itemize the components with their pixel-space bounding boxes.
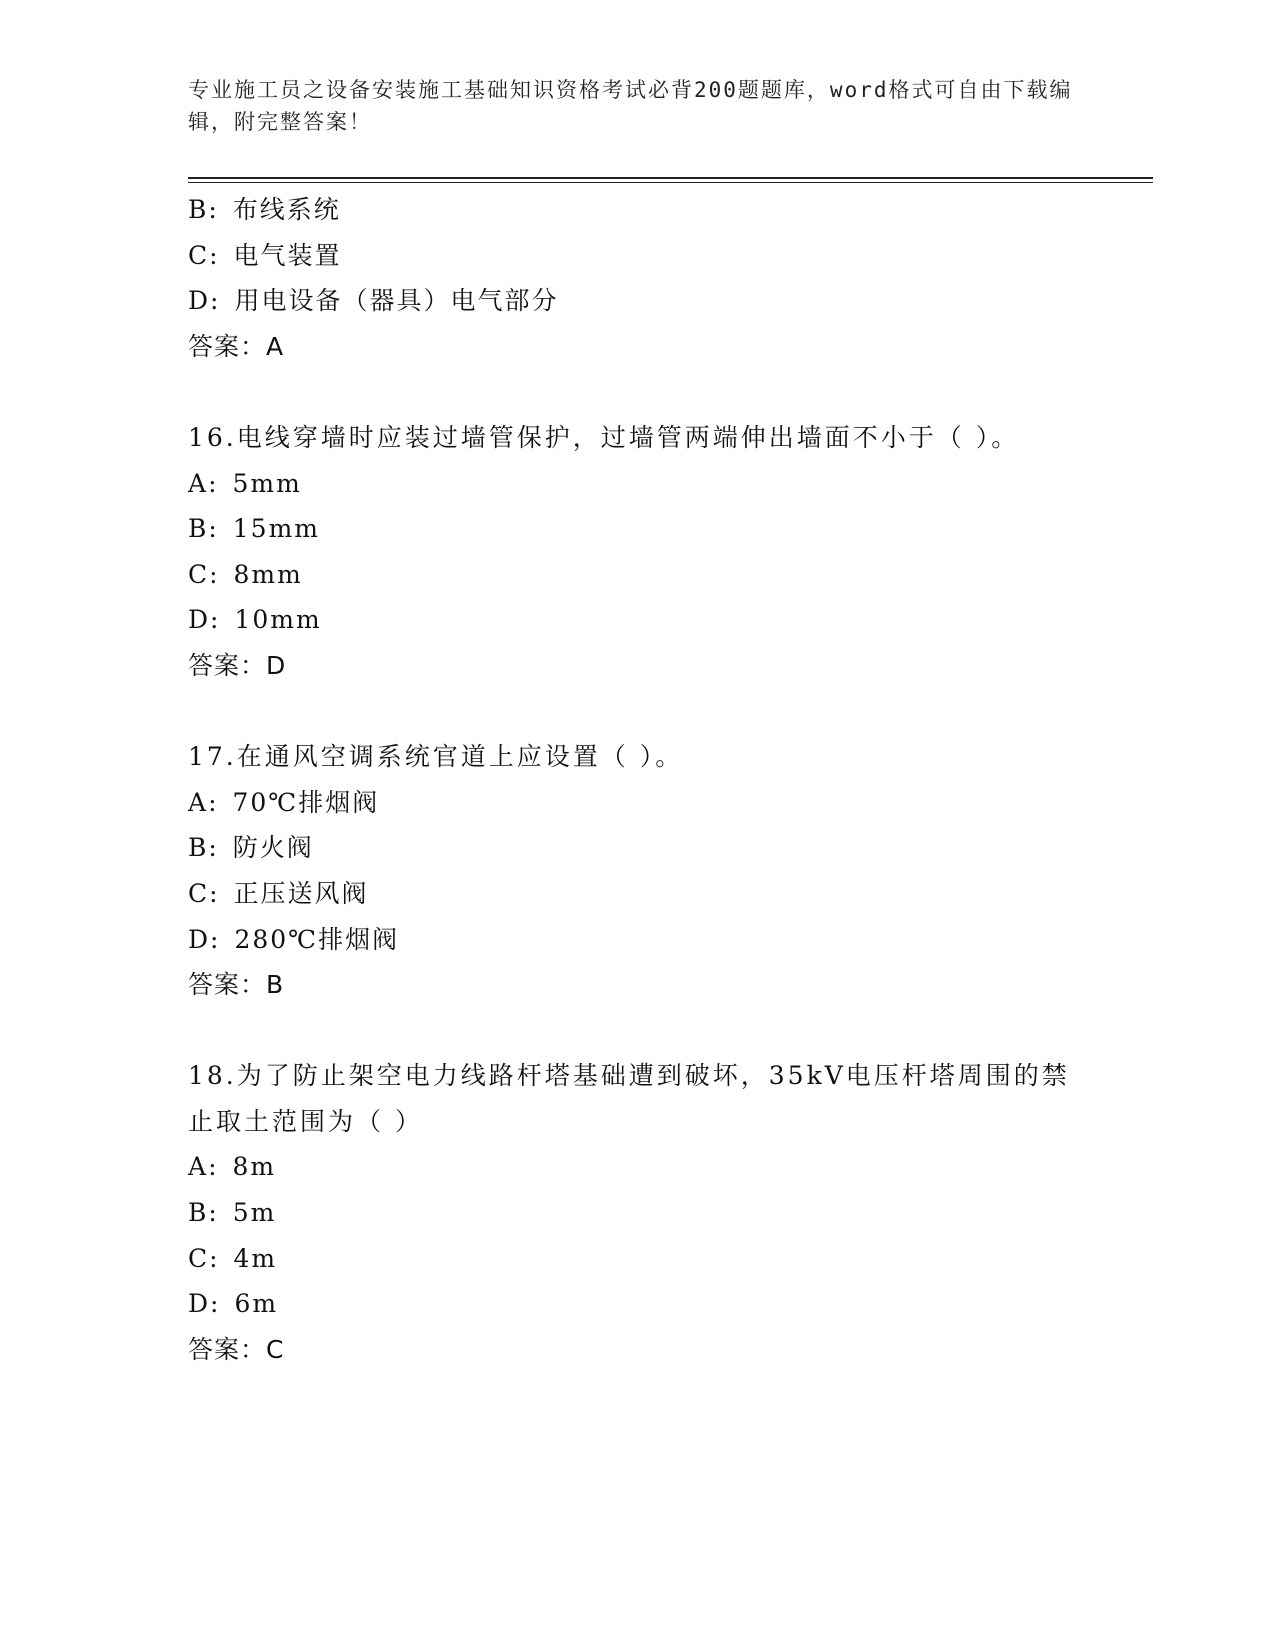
option-text: 280℃排烟阀 — [234, 924, 400, 954]
option-separator: : — [210, 286, 221, 316]
option-text: 70℃排烟阀 — [232, 787, 380, 817]
option-a — [188, 461, 1088, 507]
option-key: C — [188, 878, 210, 908]
question-15 — [188, 187, 1088, 369]
option-key: D — [188, 286, 211, 316]
option-text: 5m — [232, 1198, 277, 1228]
option-b — [188, 187, 1088, 233]
header-rule-thick — [188, 177, 1153, 179]
option-key: B — [188, 1198, 209, 1228]
option-key: C — [188, 559, 210, 589]
option-separator: : — [208, 1152, 219, 1182]
option-key: B — [188, 833, 209, 863]
option-d — [188, 1281, 1088, 1327]
option-separator: : — [210, 605, 221, 635]
answer-label: 答案：D — [188, 650, 287, 680]
option-b — [188, 1190, 1088, 1236]
option-text: 用电设备（器具）电气部分 — [234, 286, 559, 316]
question-18 — [188, 1053, 1088, 1372]
answer-label: 答案：B — [188, 970, 285, 1000]
option-separator: : — [208, 1198, 219, 1228]
option-text: 电气装置 — [233, 240, 342, 270]
answer-label: 答案：C — [188, 1334, 285, 1364]
answer-label: 答案：A — [188, 331, 285, 361]
option-separator: : — [210, 1289, 221, 1319]
option-key: D — [188, 924, 211, 954]
option-d — [188, 278, 1088, 324]
option-separator: : — [208, 833, 219, 863]
question-text: 16.电线穿墙时应装过墙管保护，过墙管两端伸出墙面不小于（ ）。 — [188, 422, 1020, 452]
option-key: A — [188, 1152, 209, 1182]
option-d — [188, 917, 1088, 963]
question-17 — [188, 734, 1088, 1008]
spacer — [188, 1008, 1088, 1054]
option-key: C — [188, 1243, 210, 1273]
option-text: 8mm — [233, 559, 303, 589]
spacer — [188, 689, 1088, 735]
option-text: 6m — [234, 1289, 279, 1319]
spacer — [188, 369, 1088, 415]
option-d — [188, 597, 1088, 643]
option-separator: : — [209, 559, 220, 589]
option-separator: : — [209, 878, 220, 908]
option-b — [188, 506, 1088, 552]
option-text: 布线系统 — [232, 195, 341, 224]
option-text: 正压送风阀 — [233, 878, 369, 908]
option-b — [188, 825, 1088, 871]
option-key: D — [188, 605, 211, 635]
question-text: 18.为了防止架空电力线路杆塔基础遭到破坏，35kV电压杆塔周围的禁止取土范围为（ ） — [188, 1061, 1070, 1136]
option-c — [188, 1236, 1088, 1282]
option-separator: : — [208, 195, 219, 224]
option-text: 4m — [233, 1243, 278, 1273]
option-separator: : — [209, 1243, 220, 1273]
option-text: 8m — [232, 1152, 277, 1182]
option-key: B — [188, 195, 209, 224]
option-separator: : — [210, 924, 221, 954]
option-a — [188, 1144, 1088, 1190]
option-text: 5mm — [232, 468, 302, 498]
question-text: 17.在通风空调系统官道上应设置（ ）。 — [188, 742, 684, 772]
option-key: A — [188, 468, 209, 498]
option-separator: : — [209, 240, 220, 270]
option-key: D — [188, 1289, 211, 1319]
option-text: 防火阀 — [232, 833, 314, 863]
option-c — [188, 233, 1088, 279]
option-separator: : — [208, 787, 219, 817]
document-header: 专业施工员之设备安装施工基础知识资格考试必背200题题库，word格式可自由下载编辑，附完整答案！ — [188, 78, 1073, 134]
question-list — [188, 187, 1088, 1372]
question-16 — [188, 415, 1088, 689]
option-key: B — [188, 514, 209, 544]
option-c — [188, 552, 1088, 598]
option-key: C — [188, 240, 210, 270]
header-rule-thin — [188, 182, 1153, 183]
option-key: A — [188, 787, 209, 817]
option-a — [188, 780, 1088, 826]
option-text: 10mm — [234, 605, 322, 635]
option-separator: : — [208, 514, 219, 544]
option-text: 15mm — [232, 514, 320, 544]
option-separator: : — [208, 468, 219, 498]
option-c — [188, 871, 1088, 917]
